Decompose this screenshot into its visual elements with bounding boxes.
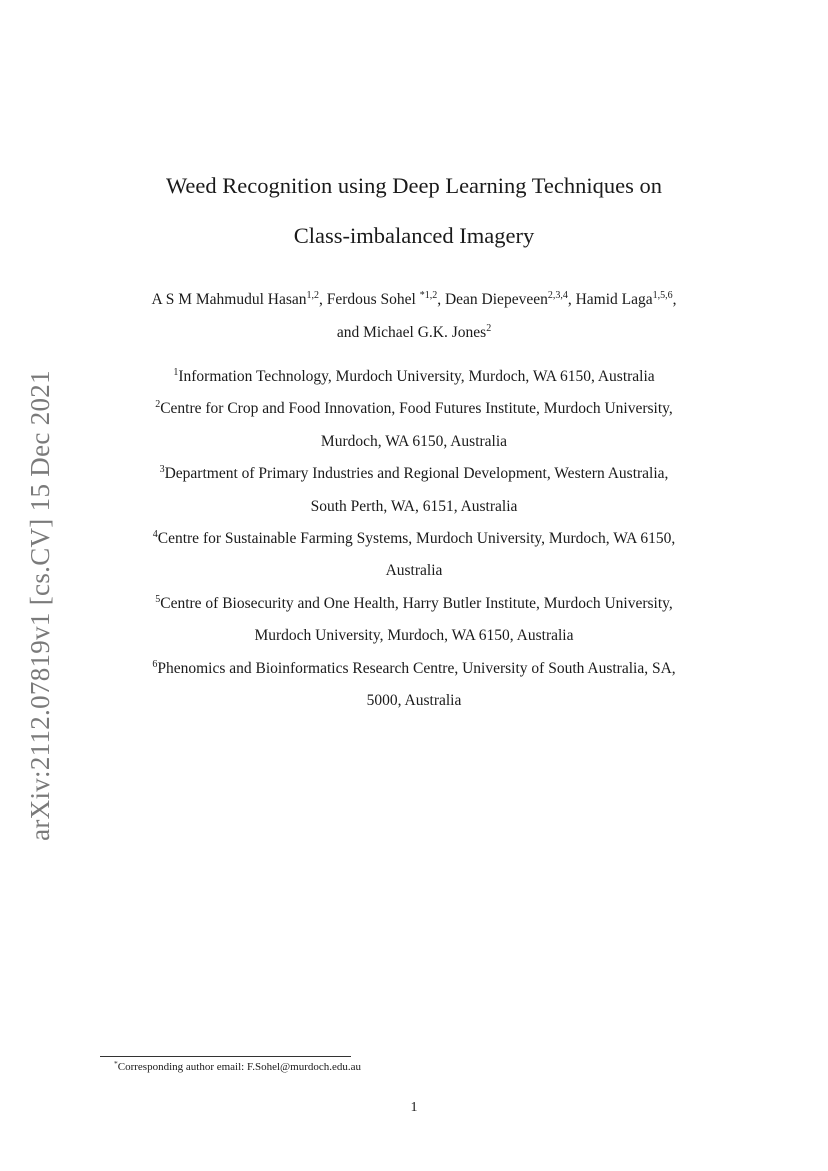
affiliation-number: 6 <box>152 658 158 670</box>
author-affiliation-marker: 1,2 <box>306 290 319 301</box>
affiliation-text: Phenomics and Bioinformatics Research Centre, University of South Australia, SA, <box>157 659 676 677</box>
author-line-1 <box>80 283 748 316</box>
affiliation-number: 1 <box>173 367 179 378</box>
author-separator: , <box>318 291 327 308</box>
author-line-2 <box>80 316 748 349</box>
author-name: A S M Mahmudul Hasan <box>151 291 307 308</box>
author-name: Ferdous Sohel <box>326 291 420 308</box>
arxiv-stamp <box>20 360 60 850</box>
author-affiliation-marker: 1,5,6 <box>652 290 673 301</box>
affiliation-text: Centre for Crop and Food Innovation, Food Futures Institute, Murdoch University, <box>160 400 673 418</box>
affiliation-3 <box>90 458 738 490</box>
affiliation-number: 4 <box>152 529 158 541</box>
affiliation-list <box>90 361 738 717</box>
affiliation-4 <box>90 523 738 555</box>
affiliation-number: 5 <box>155 593 161 605</box>
affiliation-4-continued: Australia <box>385 562 443 580</box>
affiliation-text: Centre of Biosecurity and One Health, Harry Butler Institute, Murdoch University, <box>160 594 673 612</box>
title-line-2: Class-imbalanced Imagery <box>293 223 535 248</box>
author-list <box>80 283 748 349</box>
affiliation-2 <box>90 393 738 425</box>
arxiv-identifier: arXiv:2112.07819v1 [cs.CV] 15 Dec 2021 <box>24 369 55 841</box>
author-affiliation-marker: *1,2 <box>419 290 438 301</box>
author-name: and Michael G.K. Jones <box>336 324 487 341</box>
author-affiliation-marker: 2,3,4 <box>547 290 568 301</box>
author-name: Dean Diepeveen <box>444 291 548 308</box>
author-separator: , <box>567 291 576 308</box>
affiliation-text: Centre for Sustainable Farming Systems, Murdoch University, Murdoch, WA 6150, <box>157 530 676 548</box>
affiliation-2-continued: Murdoch, WA 6150, Australia <box>320 432 508 450</box>
affiliation-text: Information Technology, Murdoch University, Murdoch, WA 6150, Australia <box>178 368 655 385</box>
affiliation-text: Department of Primary Industries and Regional Development, Western Australia, <box>164 465 669 483</box>
affiliation-5-continued: Murdoch University, Murdoch, WA 6150, Australia <box>254 627 574 645</box>
footnote <box>114 1060 361 1074</box>
affiliation-6-continued: 5000, Australia <box>366 692 462 710</box>
author-name: Hamid Laga <box>575 291 653 308</box>
footnote-mark: * <box>114 1059 118 1068</box>
affiliation-1 <box>90 361 738 393</box>
footnote-divider <box>100 1056 351 1057</box>
footnote-text: Corresponding author email: F.Sohel@murdoch.edu.au <box>117 1061 362 1073</box>
title-line-1: Weed Recognition using Deep Learning Techniques on <box>165 173 663 198</box>
affiliation-6 <box>90 653 738 685</box>
author-separator: , <box>672 291 677 308</box>
affiliation-number: 3 <box>159 464 165 476</box>
page-number: 1 <box>410 1100 418 1115</box>
author-separator: , <box>437 291 445 308</box>
affiliation-number: 2 <box>155 399 161 411</box>
author-affiliation-marker: 2 <box>486 323 492 334</box>
paper-title <box>100 161 728 261</box>
affiliation-5 <box>90 588 738 620</box>
affiliation-3-continued: South Perth, WA, 6151, Australia <box>310 497 518 515</box>
